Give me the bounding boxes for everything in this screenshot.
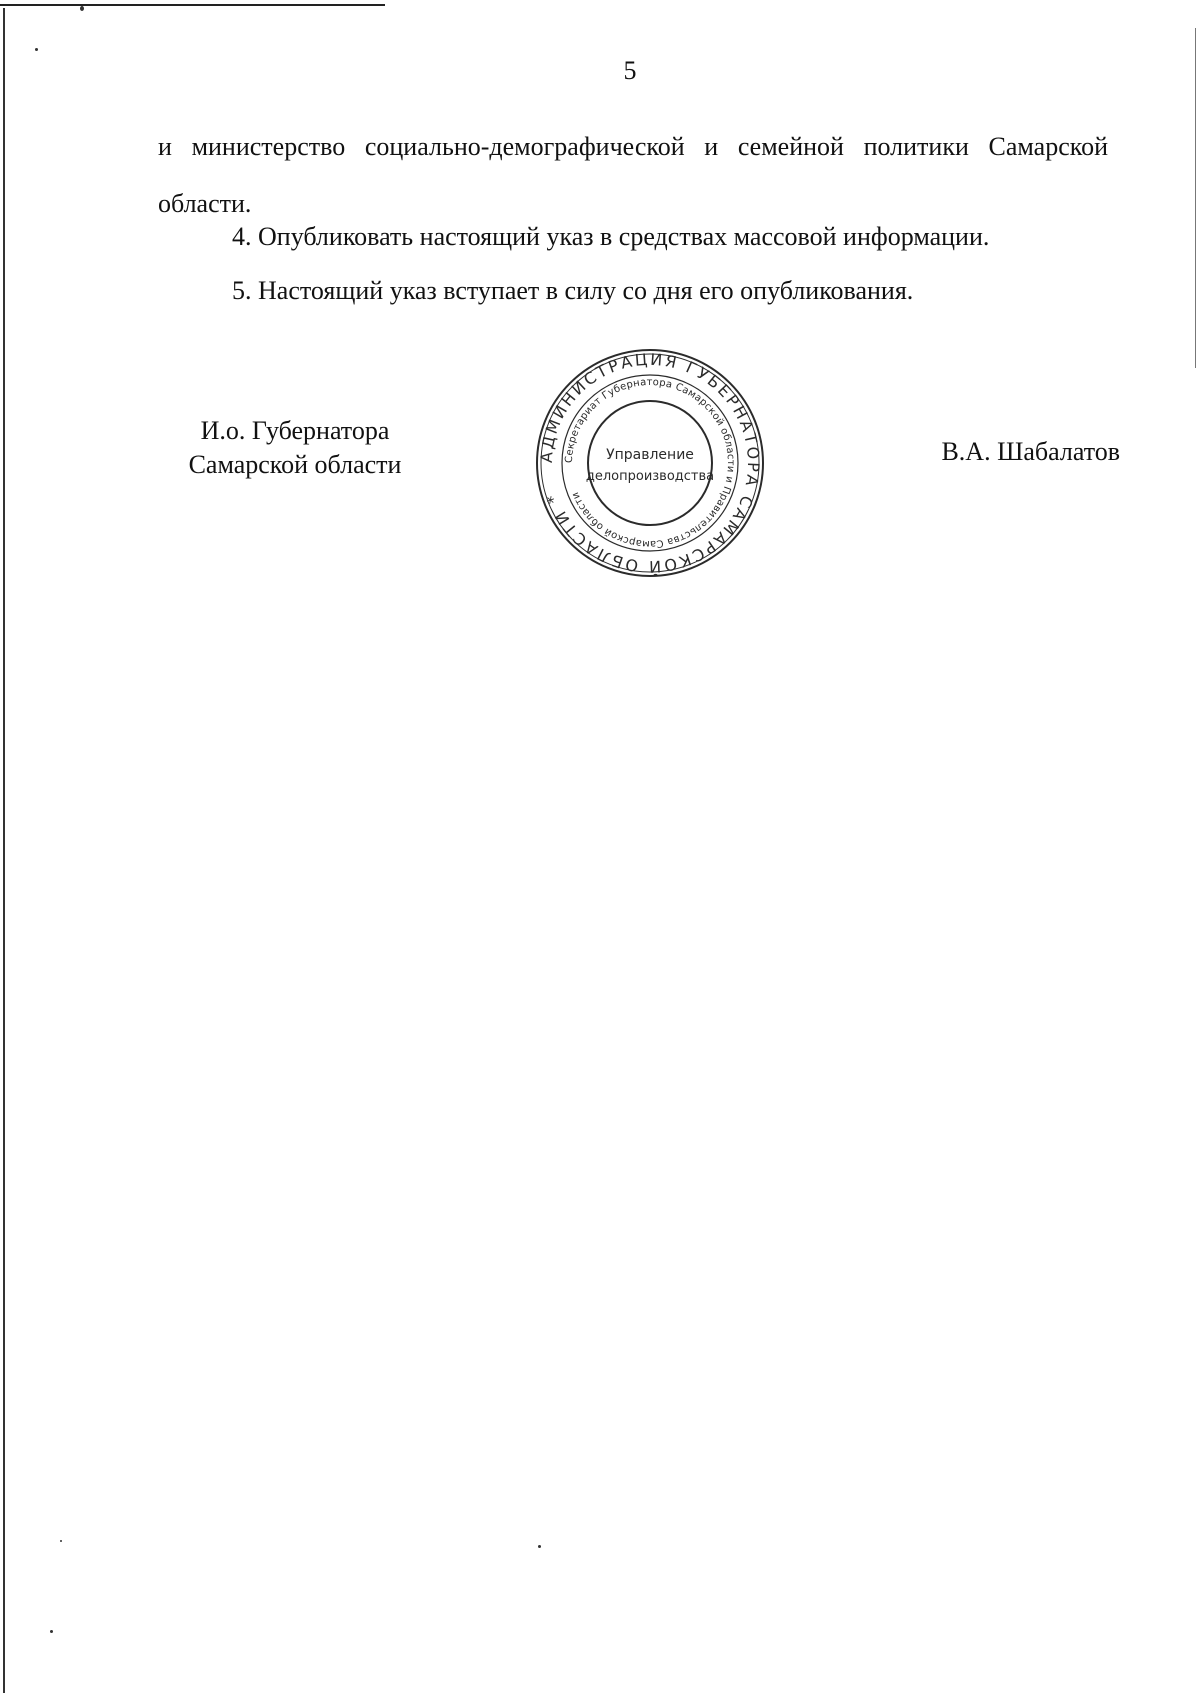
signatory-name: В.А. Шабалатов [941,437,1120,466]
scan-speck [50,1630,53,1633]
page-number: 5 [623,56,637,85]
seal-inner-text: Секретариат Губернатора Самарской области и Правительства Самарской области [563,376,737,550]
scan-edge-top [0,4,385,6]
seal-center-line-2: делопроизводства [585,469,715,484]
signatory-title [160,414,430,482]
seal-graphic [535,348,765,578]
seal-center-line-1: Управление [606,447,694,463]
seal-outer-text: АДМИНИСТРАЦИЯ ГУБЕРНАТОРА САМАРСКОЙ ОБЛАСТИ * [536,349,764,577]
scan-speck [35,48,38,51]
seal-ring-center [585,401,715,525]
official-seal [535,348,765,578]
scan-speck [538,1545,541,1548]
signatory-title-line-1: И.о. Губернатора [200,416,390,445]
continued-paragraph: и министерство социально-демографической и семейной политики Самарской области. [158,132,1108,218]
signatory-title-line-2: Самарской области [188,450,402,479]
scan-speck [60,1540,62,1542]
scan-speck [80,6,84,11]
scan-edge-left [3,8,5,1693]
list-item-5: 5. Настоящий указ вступает в силу со дня его опубликования. [232,276,914,305]
list-item-4: 4. Опубликовать настоящий указ в средствах массовой информации. [232,222,990,251]
scan-edge-right [1195,28,1196,368]
